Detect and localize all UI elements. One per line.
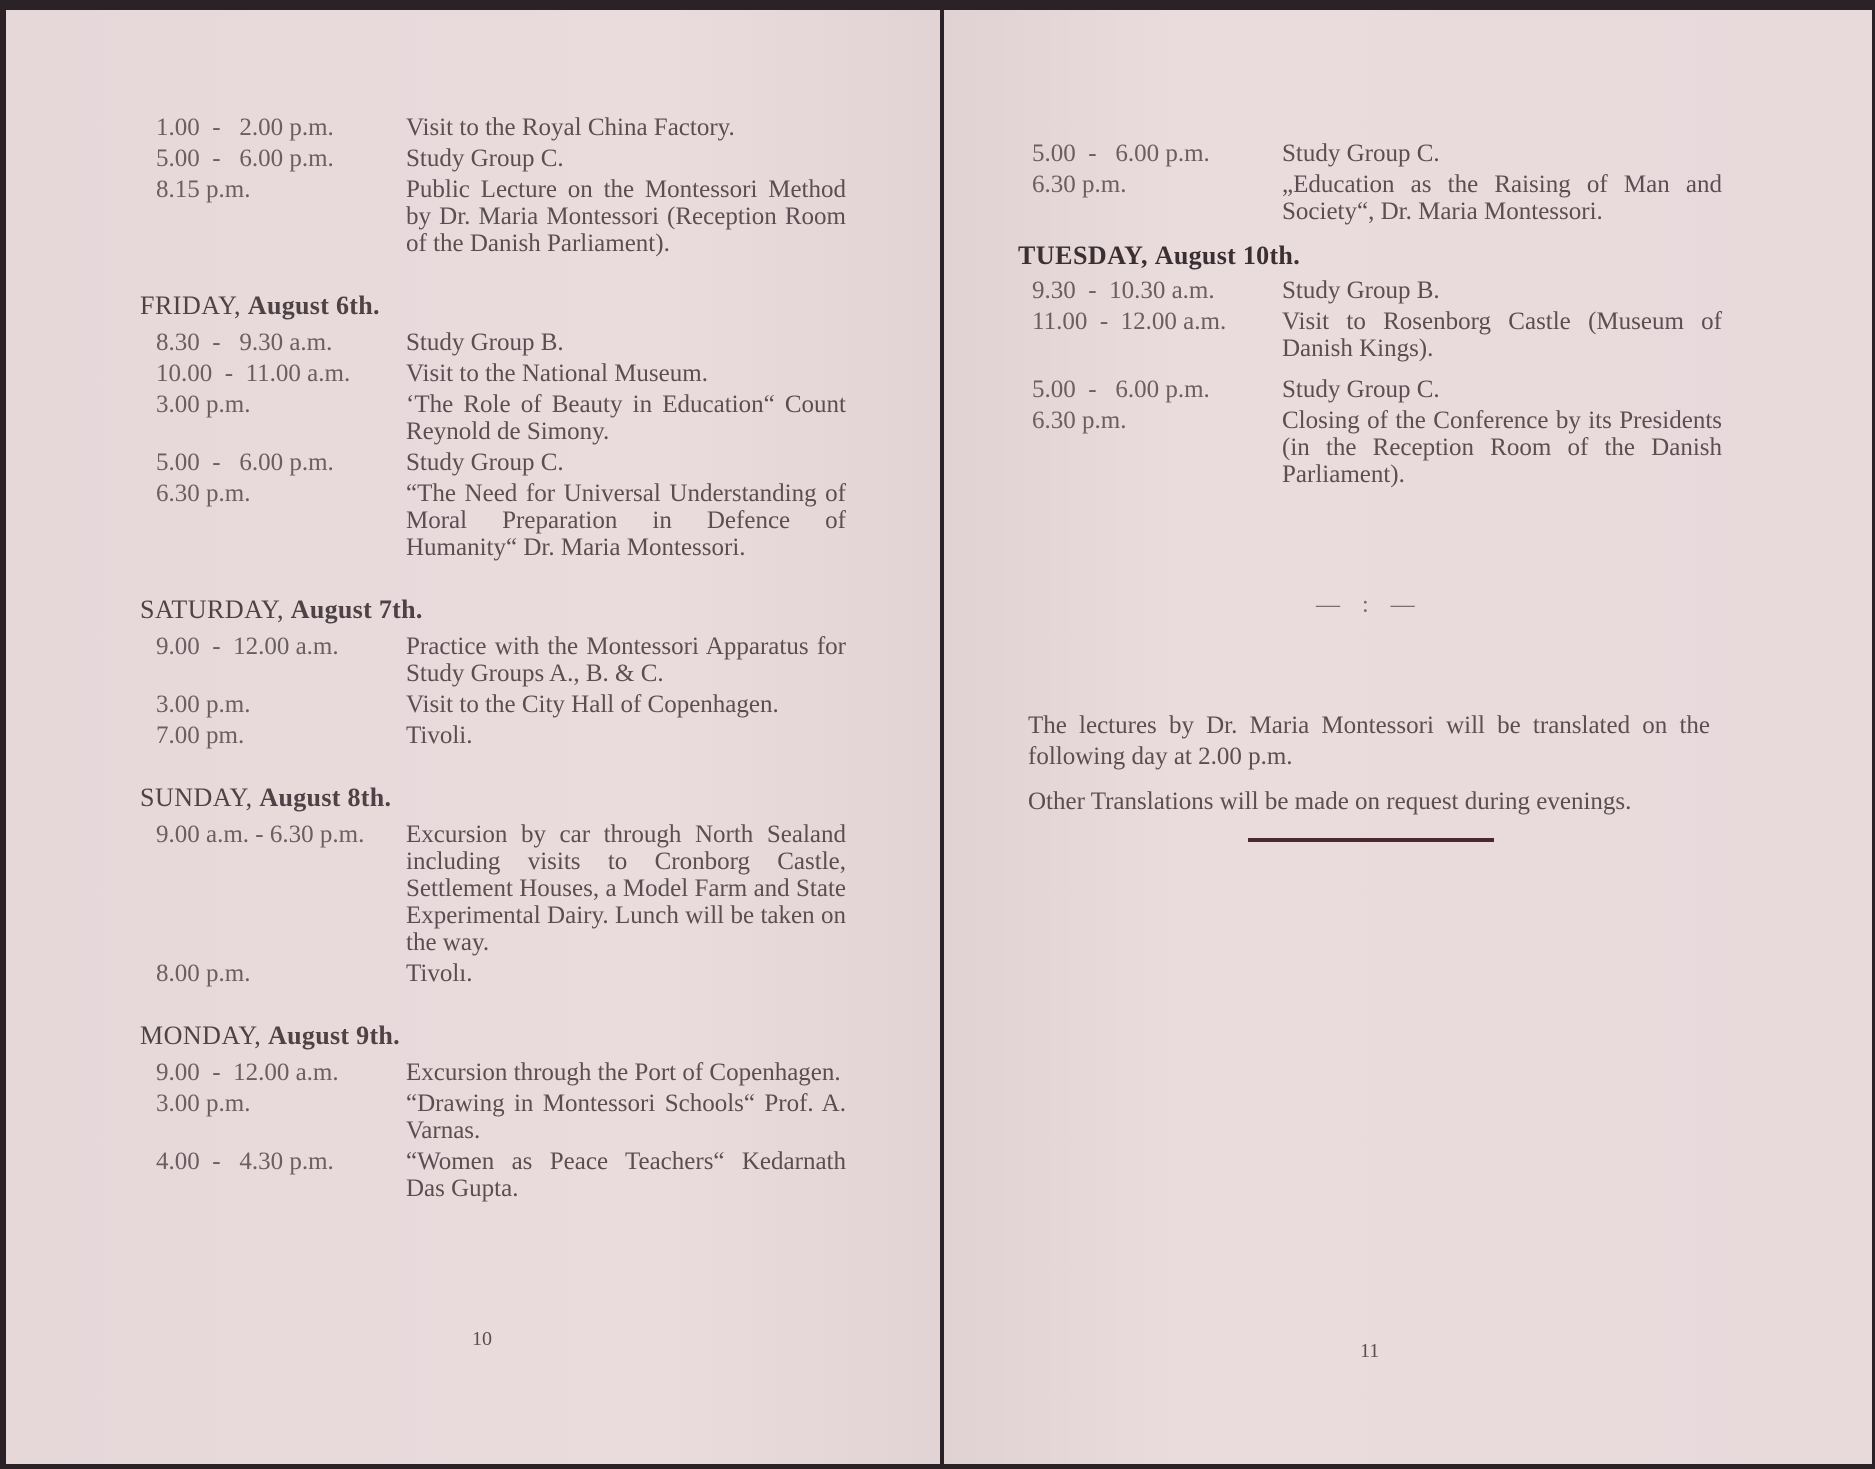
day-weekday: SUNDAY, xyxy=(140,783,253,812)
left-page xyxy=(6,10,940,1464)
event-description: Visit to Rosenborg Castle (Museum of Danish Kings). xyxy=(1282,308,1722,362)
event-time: 8.30 - 9.30 a.m. xyxy=(156,329,333,356)
event-time: 7.00 pm. xyxy=(156,722,245,749)
right-page xyxy=(944,10,1872,1464)
event-description: Tivoli. xyxy=(406,722,473,749)
event-time: 5.00 - 6.00 p.m. xyxy=(1032,140,1210,167)
schedule-row xyxy=(156,391,846,445)
event-time: 6.30 p.m. xyxy=(1032,407,1127,434)
event-time: 8.00 p.m. xyxy=(156,960,251,987)
day-date: August 8th. xyxy=(259,783,392,812)
event-time: 9.00 a.m. - 6.30 p.m. xyxy=(156,821,365,848)
schedule-row xyxy=(156,1148,846,1202)
translation-note: The lectures by Dr. Maria Montessori will be translated on the following day at 2.00 p.m. xyxy=(1028,712,1710,770)
closing-rule xyxy=(1248,838,1494,842)
event-description: Public Lecture on the Montessori Method by Dr. Maria Montessori (Reception Room of the Danish Parliament). xyxy=(406,176,846,257)
day-date: August 10th. xyxy=(1154,241,1300,270)
event-description: Study Group C. xyxy=(406,145,564,172)
event-time: 6.30 p.m. xyxy=(1032,171,1127,198)
event-time: 11.00 - 12.00 a.m. xyxy=(1032,308,1227,335)
event-description: ‘The Role of Beauty in Education“ Count Reynold de Simony. xyxy=(406,391,846,445)
event-time: 1.00 - 2.00 p.m. xyxy=(156,114,334,141)
translation-note: Other Translations will be made on request during evenings. xyxy=(1028,788,1632,815)
schedule-row xyxy=(156,449,846,476)
day-heading-monday xyxy=(140,1021,846,1051)
event-time: 4.00 - 4.30 p.m. xyxy=(156,1148,334,1175)
event-time: 9.00 - 12.00 a.m. xyxy=(156,1059,339,1086)
event-description: Study Group C. xyxy=(1282,140,1440,167)
left-page-schedule xyxy=(140,114,846,1206)
schedule-row xyxy=(156,480,846,561)
event-description: Study Group B. xyxy=(1282,277,1440,304)
schedule-row xyxy=(156,176,846,257)
day-weekday: MONDAY, xyxy=(140,1021,262,1050)
event-description: Excursion through the Port of Copenhagen. xyxy=(406,1059,841,1086)
day-date: August 7th. xyxy=(290,595,423,624)
event-time: 3.00 p.m. xyxy=(156,691,251,718)
event-time: 9.00 - 12.00 a.m. xyxy=(156,633,339,660)
event-time: 5.00 - 6.00 p.m. xyxy=(1032,376,1210,403)
event-description: „Education as the Raising of Man and Society“, Dr. Maria Montessori. xyxy=(1282,171,1722,225)
day-heading-friday xyxy=(140,291,846,321)
section-separator: — : — xyxy=(1316,592,1423,618)
schedule-row xyxy=(156,360,846,387)
schedule-row xyxy=(1032,171,1722,225)
event-description: Study Group C. xyxy=(1282,376,1440,403)
day-heading-tuesday xyxy=(1018,241,1722,271)
event-time: 6.30 p.m. xyxy=(156,480,251,507)
day-weekday: SATURDAY, xyxy=(140,595,284,624)
day-weekday: FRIDAY, xyxy=(140,291,242,320)
schedule-row xyxy=(1032,277,1722,304)
schedule-row xyxy=(156,722,846,749)
right-page-schedule xyxy=(1018,140,1722,492)
schedule-row xyxy=(156,821,846,956)
event-description: Visit to the Royal China Factory. xyxy=(406,114,735,141)
event-description: “Drawing in Montessori Schools“ Prof. A. Varnas. xyxy=(406,1090,846,1144)
event-description: Study Group C. xyxy=(406,449,564,476)
schedule-row xyxy=(156,114,846,141)
event-time: 5.00 - 6.00 p.m. xyxy=(156,449,334,476)
page-number: 10 xyxy=(472,1328,492,1350)
day-heading-sunday xyxy=(140,783,846,813)
schedule-row xyxy=(1032,308,1722,362)
event-description: Practice with the Montessori Apparatus for Study Groups A., B. & C. xyxy=(406,633,846,687)
schedule-row xyxy=(1032,376,1722,403)
schedule-row xyxy=(156,1059,846,1086)
schedule-row xyxy=(156,329,846,356)
event-time: 5.00 - 6.00 p.m. xyxy=(156,145,334,172)
schedule-row xyxy=(156,1090,846,1144)
schedule-row xyxy=(156,145,846,172)
day-weekday: TUESDAY, xyxy=(1018,241,1148,270)
schedule-row xyxy=(156,691,846,718)
day-date: August 9th. xyxy=(268,1021,400,1050)
page-number: 11 xyxy=(1360,1340,1380,1362)
event-description: Study Group B. xyxy=(406,329,564,356)
event-description: “Women as Peace Teachers“ Kedarnath Das Gupta. xyxy=(406,1148,846,1202)
schedule-row xyxy=(1032,140,1722,167)
schedule-row xyxy=(1032,407,1722,488)
day-date: August 6th. xyxy=(247,291,380,320)
event-description: Tivolı. xyxy=(406,960,473,987)
event-time: 3.00 p.m. xyxy=(156,1090,251,1117)
event-description: Visit to the National Museum. xyxy=(406,360,708,387)
event-time: 10.00 - 11.00 a.m. xyxy=(156,360,351,387)
event-description: Visit to the City Hall of Copenhagen. xyxy=(406,691,779,718)
event-description: “The Need for Universal Understanding of Moral Preparation in Defence of Humanity“ Dr. Maria Montessori. xyxy=(406,480,846,561)
event-description: Closing of the Conference by its Presidents (in the Reception Room of the Danish Parliament). xyxy=(1282,407,1722,488)
schedule-row xyxy=(156,960,846,987)
event-time: 3.00 p.m. xyxy=(156,391,251,418)
event-time: 9.30 - 10.30 a.m. xyxy=(1032,277,1215,304)
event-description: Excursion by car through North Sealand including visits to Cronborg Castle, Settlement Houses, a Model Farm and State Experimental Dairy. Lunch will be taken on the way. xyxy=(406,821,846,956)
event-time: 8.15 p.m. xyxy=(156,176,251,203)
day-heading-saturday xyxy=(140,595,846,625)
schedule-row xyxy=(156,633,846,687)
